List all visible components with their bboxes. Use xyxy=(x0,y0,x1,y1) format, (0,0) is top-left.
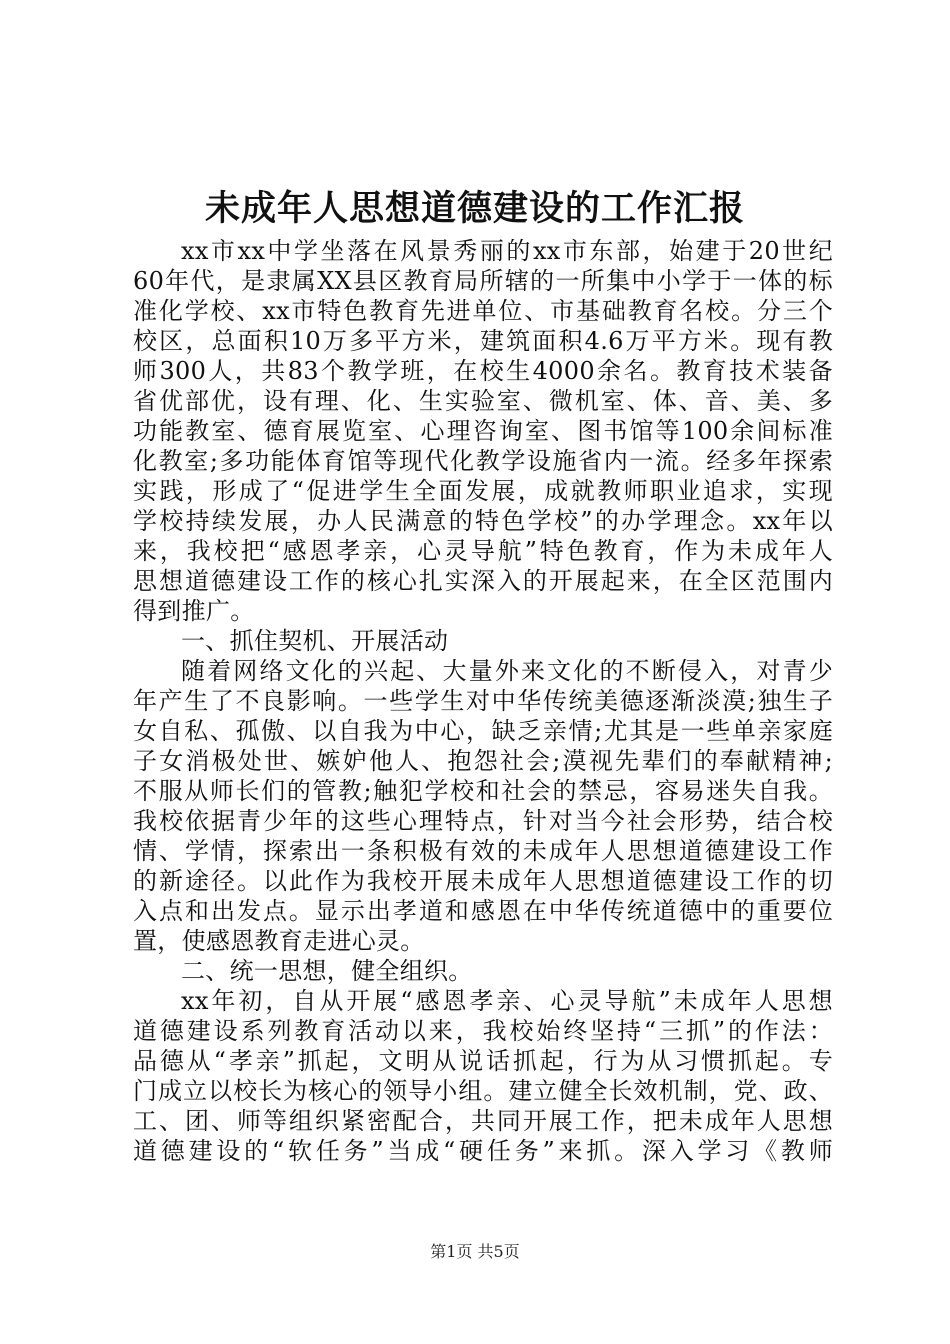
text-line: 子女消极处世、嫉妒他人、抱怨社会;漠视先辈们的奉献精神; xyxy=(133,747,833,775)
document-body xyxy=(133,236,833,1166)
text-line: 道德建设系列教育活动以来，我校始终坚持“三抓”的作法： xyxy=(133,1017,833,1045)
section-heading xyxy=(133,626,833,656)
text-line: 道德建设的“软任务”当成“硬任务”来抓。深入学习《教师 xyxy=(133,1137,833,1165)
text-line: 年产生了不良影响。一些学生对中华传统美德逐渐淡漠;独生子 xyxy=(133,687,833,715)
text-line: 女自私、孤傲、以自我为中心，缺乏亲情;尤其是一些单亲家庭 xyxy=(133,717,833,745)
page-number: 第1页 共5页 xyxy=(430,1242,520,1261)
text-line: 校区，总面积10万多平方米，建筑面积4.6万平方米。现有教 xyxy=(133,327,833,355)
document-title: 未成年人思想道德建设的工作汇报 xyxy=(204,189,745,229)
text-line: 二、统一思想，健全组织。 xyxy=(181,957,473,985)
text-line: 门成立以校长为核心的领导小组。建立健全长效机制，党、政、 xyxy=(133,1077,833,1105)
text-line: 省优部优，设有理、化、生实验室、微机室、体、音、美、多 xyxy=(133,387,833,415)
paragraph xyxy=(133,236,833,626)
text-line: 来，我校把“感恩孝亲，心灵导航”特色教育，作为未成年人 xyxy=(133,537,833,565)
text-line: 的新途径。以此作为我校开展未成年人思想道德建设工作的切 xyxy=(133,867,833,895)
text-line: 思想道德建设工作的核心扎实深入的开展起来，在全区范围内 xyxy=(133,567,833,595)
text-line: 化教室;多功能体育馆等现代化教学设施省内一流。经多年探索 xyxy=(133,447,833,475)
text-line: 置，使感恩教育走进心灵。 xyxy=(133,927,425,955)
text-line: 不服从师长们的管教;触犯学校和社会的禁忌，容易迷失自我。 xyxy=(133,777,833,805)
text-line: 60年代，是隶属XX县区教育局所辖的一所集中小学于一体的标 xyxy=(133,267,833,295)
paragraph xyxy=(133,656,833,956)
text-line: 工、团、师等组织紧密配合，共同开展工作，把未成年人思想 xyxy=(133,1107,833,1135)
text-line: xx市xx中学坐落在风景秀丽的xx市东部，始建于20世纪 xyxy=(181,237,833,265)
text-line: 学校持续发展，办人民满意的特色学校”的办学理念。xx年以 xyxy=(133,507,833,535)
text-line: 入点和出发点。显示出孝道和感恩在中华传统道德中的重要位 xyxy=(133,897,833,925)
text-line: 功能教室、德育展览室、心理咨询室、图书馆等100余间标准 xyxy=(133,417,833,445)
text-line: 情、学情，探索出一条积极有效的未成年人思想道德建设工作 xyxy=(133,837,833,865)
text-line: 随着网络文化的兴起、大量外来文化的不断侵入，对青少 xyxy=(181,657,833,685)
section-heading xyxy=(133,956,833,986)
text-line: 我校依据青少年的这些心理特点，针对当今社会形势，结合校 xyxy=(133,807,833,835)
text-line: 师300人，共83个教学班，在校生4000余名。教育技术装备 xyxy=(133,357,833,385)
text-line: 准化学校、xx市特色教育先进单位、市基础教育名校。分三个 xyxy=(133,297,833,325)
text-line: 实践，形成了“促进学生全面发展，成就教师职业追求，实现 xyxy=(133,477,833,505)
text-line: 得到推广。 xyxy=(133,597,255,625)
text-line: 一、抓住契机、开展活动 xyxy=(181,627,449,655)
text-line: 品德从“孝亲”抓起，文明从说话抓起，行为从习惯抓起。专 xyxy=(133,1047,833,1075)
text-line: xx年初，自从开展“感恩孝亲、心灵导航”未成年人思想 xyxy=(181,987,833,1015)
paragraph xyxy=(133,986,833,1166)
